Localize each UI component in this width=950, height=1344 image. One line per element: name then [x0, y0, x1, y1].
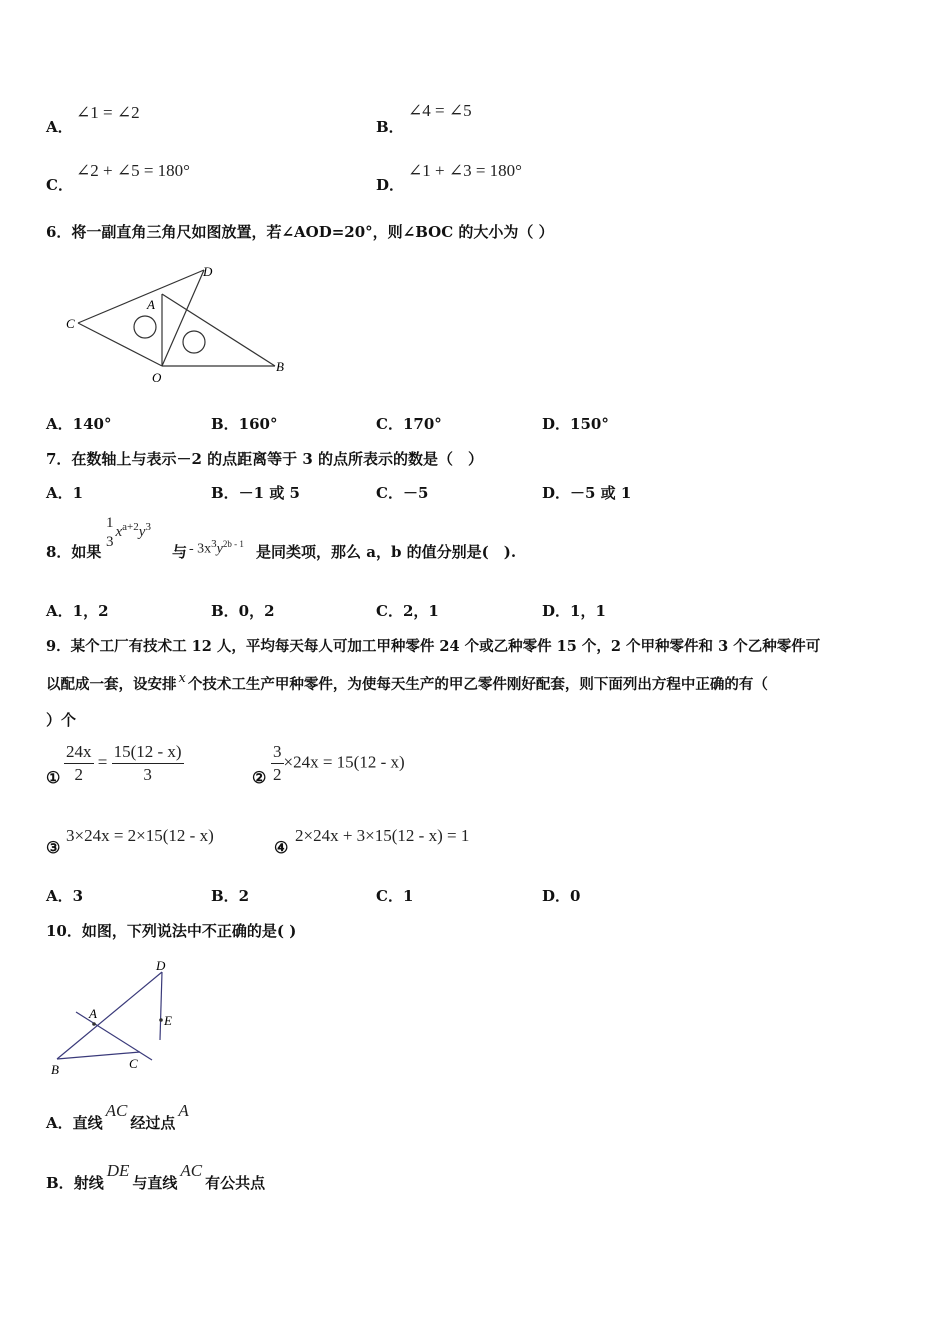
q10-option-b-t3: 有公共点 — [205, 1174, 266, 1192]
q6-figure — [60, 258, 300, 388]
q7-option-d: D．－5 或 1 — [542, 484, 632, 502]
q8-term2 — [189, 538, 244, 558]
q9-eq1-num2: 15(12 - x) — [113, 742, 182, 761]
q8-prefix: 8．如果 — [46, 543, 102, 561]
q10-option-a-t2: 经过点 — [130, 1114, 176, 1132]
q10-label-c: C — [129, 1056, 138, 1071]
q10-line-bd — [57, 972, 162, 1059]
q9-line2 — [46, 673, 768, 694]
q6-label-o: O — [152, 370, 162, 385]
q9-eq2-mark: ② — [252, 768, 267, 787]
q10-option-a-t1: 直线 — [72, 1114, 103, 1132]
q10-option-b — [46, 1161, 266, 1193]
q9-eq1-den2: 3 — [112, 763, 184, 786]
q8-term2-exp-x: 3 — [211, 538, 217, 550]
q10-option-b-t2: 与直线 — [132, 1174, 178, 1192]
q10-option-b-m2: AC — [180, 1161, 203, 1180]
q9-line2-x: x — [178, 671, 186, 686]
q7-option-b: B．－1 或 5 — [211, 484, 300, 502]
q6-label-d: D — [203, 264, 213, 279]
q10-option-a-m2: A — [178, 1101, 189, 1120]
q7-stem: 7．在数轴上与表示－2 的点距离等于 3 的点所表示的数是（ ） — [46, 450, 483, 468]
q8-option-b: B．0，2 — [211, 602, 275, 620]
q9-eq1-mark: ① — [46, 768, 61, 787]
q8-term1 — [104, 514, 151, 551]
q5-option-b-letter: B． — [376, 118, 404, 136]
q6-label-b: B — [276, 359, 284, 374]
q8-term1-num: 1 — [106, 515, 114, 531]
q10-point-e — [159, 1018, 163, 1022]
q9-eq3-text: 3×24x = 2×15(12 - x) — [66, 826, 214, 845]
q9-eq2 — [271, 741, 405, 786]
q8-term1-x: x — [115, 523, 123, 540]
q10-option-b-letter: B． — [46, 1174, 74, 1192]
q9-eq2-rest: ×24x = 15(12 - x) — [283, 752, 405, 772]
q6-line-co — [78, 323, 162, 366]
q9-eq3-mark: ③ — [46, 838, 61, 857]
q5-option-b-math: ∠4 = ∠5 — [408, 101, 472, 120]
q8-term1-y: y — [138, 523, 146, 540]
q8-mid: 与 — [172, 543, 188, 561]
q5-option-a-math: ∠1 = ∠2 — [76, 103, 140, 122]
q8-option-c: C．2，1 — [376, 602, 439, 620]
q10-line-bc — [57, 1052, 140, 1059]
q9-eq1-num1: 24x — [66, 742, 92, 761]
q10-option-b-t1: 射线 — [73, 1174, 104, 1192]
q10-label-b: B — [51, 1062, 59, 1077]
q10-option-a-letter: A． — [46, 1114, 73, 1132]
q9-eq4-mark: ④ — [274, 838, 289, 857]
q8-term2-coef: - 3x — [189, 541, 212, 557]
q9-eq1 — [64, 741, 184, 786]
q6-stem: 6．将一副直角三角尺如图放置，若∠AOD=20°，则∠BOC 的大小为（ ） — [46, 223, 554, 241]
q8-term1-den: 3 — [106, 534, 114, 550]
q8-term2-exp-y: 2b - 1 — [222, 539, 244, 549]
q10-line-ac — [76, 1012, 152, 1060]
q7-option-a: A．1 — [46, 484, 84, 502]
q9-eq1-den1: 2 — [64, 763, 94, 786]
q6-line-ab — [162, 294, 275, 366]
q10-point-a — [92, 1022, 96, 1026]
q9-option-b: B．2 — [211, 887, 250, 905]
q9-eq2-num: 3 — [273, 742, 282, 761]
q5-option-c-letter: C． — [46, 176, 73, 194]
q9-option-c: C．1 — [376, 887, 414, 905]
q10-label-e: E — [164, 1013, 172, 1028]
q6-label-c: C — [66, 316, 75, 331]
q8-suffix: 是同类项，那么 a，b 的值分别是( ). — [256, 543, 517, 561]
q10-option-b-m1: DE — [106, 1161, 130, 1180]
q6-circle-right — [183, 331, 205, 353]
q10-label-a: A — [89, 1006, 97, 1021]
q10-option-a-m1: AC — [105, 1101, 128, 1120]
q9-eq4-text: 2×24x + 3×15(12 - x) = 1 — [295, 826, 470, 845]
q9-line3: ）个 — [46, 711, 77, 729]
q6-option-b: B．160° — [211, 415, 278, 433]
q8-option-a: A．1，2 — [46, 602, 109, 620]
q9-option-d: D．0 — [542, 887, 581, 905]
q8-term2-y: y — [216, 541, 223, 557]
q6-circle-left — [134, 316, 156, 338]
q9-option-a: A．3 — [46, 887, 84, 905]
q9-line2-b: 个技术工生产甲种零件，为使每天生产的甲乙零件刚好配套，则下面列出方程中正确的有（ — [187, 676, 768, 693]
q8-term1-exp-x: a+2 — [122, 520, 139, 533]
q6-option-d: D．150° — [542, 415, 609, 433]
q5-option-d-letter: D． — [376, 176, 405, 194]
q10-ray-de — [160, 972, 162, 1040]
q6-line-cd — [78, 270, 204, 323]
q5-option-d-math: ∠1 + ∠3 = 180° — [408, 161, 522, 180]
q10-figure — [40, 952, 200, 1080]
q9-eq1-eq: = — [97, 752, 108, 772]
q8-option-d: D．1，1 — [542, 602, 606, 620]
q6-label-a: A — [147, 297, 155, 312]
q5-option-c-math: ∠2 + ∠5 = 180° — [76, 161, 190, 180]
q10-stem: 10．如图，下列说法中不正确的是( ) — [46, 922, 297, 940]
q9-line2-a: 以配成一套，设安排 — [46, 676, 177, 693]
q10-label-d: D — [156, 958, 166, 973]
q8-term1-exp-y: 3 — [145, 520, 151, 533]
q9-eq2-den: 2 — [273, 765, 282, 784]
q6-option-c: C．170° — [376, 415, 442, 433]
q7-option-c: C．－5 — [376, 484, 429, 502]
q5-option-a-letter: A． — [46, 118, 73, 136]
q9-line1: 9．某个工厂有技术工 12 人，平均每天每人可加工甲种零件 24 个或乙种零件 15 个，2 个甲种零件和 3 个乙种零件可 — [46, 638, 821, 655]
q6-option-a: A．140° — [46, 415, 112, 433]
q10-option-a — [46, 1101, 189, 1133]
